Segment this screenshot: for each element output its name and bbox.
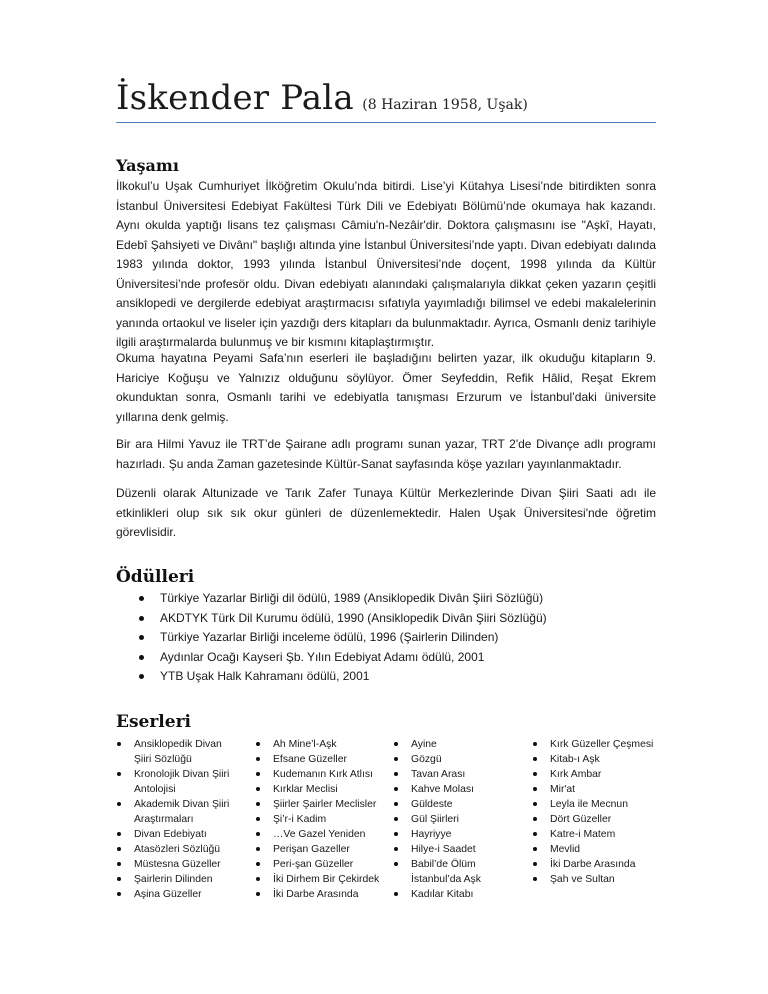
- awards-list: [139, 589, 659, 687]
- title-block: [116, 78, 656, 123]
- work-item: Müstesna Güzeller: [117, 857, 235, 872]
- work-item: İki Dirhem Bir Çekirdek: [256, 872, 386, 887]
- work-item: Şairlerin Dilinden: [117, 872, 235, 887]
- work-item: İki Darbe Arasında: [533, 857, 661, 872]
- section-heading-awards: Ödülleri: [116, 567, 195, 587]
- page-title: İskender Pala: [116, 78, 354, 118]
- award-item: Türkiye Yazarlar Birliği inceleme ödülü, 1996 (Şairlerin Dilinden): [139, 628, 659, 648]
- work-item: Ayine: [394, 737, 522, 752]
- work-item: Kahve Molası: [394, 782, 522, 797]
- work-item: Mir'at: [533, 782, 661, 797]
- work-item: Gözgü: [394, 752, 522, 767]
- work-item: Peri-şan Güzeller: [256, 857, 386, 872]
- section-heading-works: Eserleri: [116, 712, 191, 732]
- section-heading-life: Yaşamı: [116, 156, 179, 175]
- work-item: Kudemanın Kırk Atlısı: [256, 767, 386, 782]
- life-paragraph: İlkokul’u Uşak Cumhuriyet İlköğretim Okulu’nda bitirdi. Lise’yi Kütahya Lisesi’nde bitirdikten sonra İstanbul Üniversitesi Edebiyat Fakültesi Türk Dili ve Edebiyatı Bölümü’nde okumaya hak kazandı. Aynı okulda yaptığı lisans tez çalışması Câmiu'n-Nezâir'dir. Doktora çalışmasını ise "Aşkî, Hayatı, Edebî Şahsiyeti ve Divânı" başlığı altında yine İstanbul Üniversitesi’nde yaptı. Divan edebiyatı dalında 1983 yılında doktor, 1993 yılında İstanbul Üniversitesi’nde doçent, 1998 yılında da Kültür Üniversitesi’nde profesör oldu. Divan edebiyatı alanındaki çalışmalarıyla dikkat çeken yazarın çeşitli ansiklopedi ve dergilerde edebiyat araştırmacısı sıfatıyla yayımladığı bilimsel ve edebi makalelerinin yanında ortaokul ve liseler için yazdığı ders kitapları da bulunmaktadır. Ayrıca, Osmanlı deniz tarihiyle ilgili araştırmalarda bulunmuş ve bir kısmını kitaplaştırmıştır.: [116, 179, 656, 349]
- work-item: Aşina Güzeller: [117, 887, 235, 902]
- work-item: Kronolojik Divan Şiiri Antolojisi: [117, 767, 235, 797]
- life-paragraph: Bir ara Hilmi Yavuz ile TRT’de Şairane adlı programı sunan yazar, TRT 2'de Divançe adlı programı hazırladı. Şu anda Zaman gazetesinde Kültür-Sanat sayfasında köşe yazıları yayınlanmaktadır.: [116, 437, 656, 471]
- work-item: Ansiklopedik Divan Şiiri Sözlüğü: [117, 737, 235, 767]
- work-item: Şi’r-i Kadim: [256, 812, 386, 827]
- work-item: Katre-i Matem: [533, 827, 661, 842]
- life-paragraph: Düzenli olarak Altunizade ve Tarık Zafer Tunaya Kültür Merkezlerinde Divan Şiiri Saati adı ile etkinlikleri olup sık sık okur günleri de düzenlemektedir. Halen Uşak Üniversitesi'nde öğretim görevlisidir.: [116, 486, 656, 539]
- works-column-1: [117, 737, 235, 902]
- work-item: Kırk Güzeller Çeşmesi: [533, 737, 661, 752]
- work-item: Atasözleri Sözlüğü: [117, 842, 235, 857]
- work-item: Tavan Arası: [394, 767, 522, 782]
- award-item: Türkiye Yazarlar Birliği dil ödülü, 1989 (Ansiklopedik Divân Şiiri Sözlüğü): [139, 589, 659, 609]
- work-item: Efsane Güzeller: [256, 752, 386, 767]
- life-paragraph: Okuma hayatına Peyami Safa’nın eserleri ile başladığını belirten yazar, ilk okuduğu kitapların 9. Hariciye Koğuşu ve Yalnızız olduğunu söylüyor. Ömer Seyfeddin, Refik Hâlid, Reşat Ekrem okunduktan sonra, Osmanlı tarihi ve edebiyatla tanışması Erzurum ve İstanbul’daki üniversite yıllarına denk gelmiş.: [116, 351, 656, 424]
- work-item: Babil’de Ölüm İstanbul’da Aşk: [394, 857, 522, 887]
- birth-info: (8 Haziran 1958, Uşak): [362, 97, 528, 113]
- work-item: Ah Mine’l-Aşk: [256, 737, 386, 752]
- work-item: Akademik Divan Şiiri Araştırmaları: [117, 797, 235, 827]
- work-item: Perişan Gazeller: [256, 842, 386, 857]
- award-item: YTB Uşak Halk Kahramanı ödülü, 2001: [139, 667, 659, 687]
- work-item: …Ve Gazel Yeniden: [256, 827, 386, 842]
- works-column-2: [256, 737, 386, 902]
- work-item: İki Darbe Arasında: [256, 887, 386, 902]
- work-item: Şah ve Sultan: [533, 872, 661, 887]
- works-column-4: [533, 737, 661, 887]
- works-column-3: [394, 737, 522, 902]
- work-item: Kırklar Meclisi: [256, 782, 386, 797]
- work-item: Hayriyye: [394, 827, 522, 842]
- award-item: AKDTYK Türk Dil Kurumu ödülü, 1990 (Ansiklopedik Divân Şiiri Sözlüğü): [139, 609, 659, 629]
- work-item: Kadılar Kitabı: [394, 887, 522, 902]
- work-item: Mevlid: [533, 842, 661, 857]
- work-item: Divan Edebiyatı: [117, 827, 235, 842]
- award-item: Aydınlar Ocağı Kayseri Şb. Yılın Edebiyat Adamı ödülü, 2001: [139, 648, 659, 668]
- work-item: Hilye-i Saadet: [394, 842, 522, 857]
- work-item: Kitab-ı Aşk: [533, 752, 661, 767]
- work-item: Leyla ile Mecnun: [533, 797, 661, 812]
- work-item: Güldeste: [394, 797, 522, 812]
- work-item: Gül Şiirleri: [394, 812, 522, 827]
- work-item: Kırk Ambar: [533, 767, 661, 782]
- work-item: Şiirler Şairler Meclisler: [256, 797, 386, 812]
- work-item: Dört Güzeller: [533, 812, 661, 827]
